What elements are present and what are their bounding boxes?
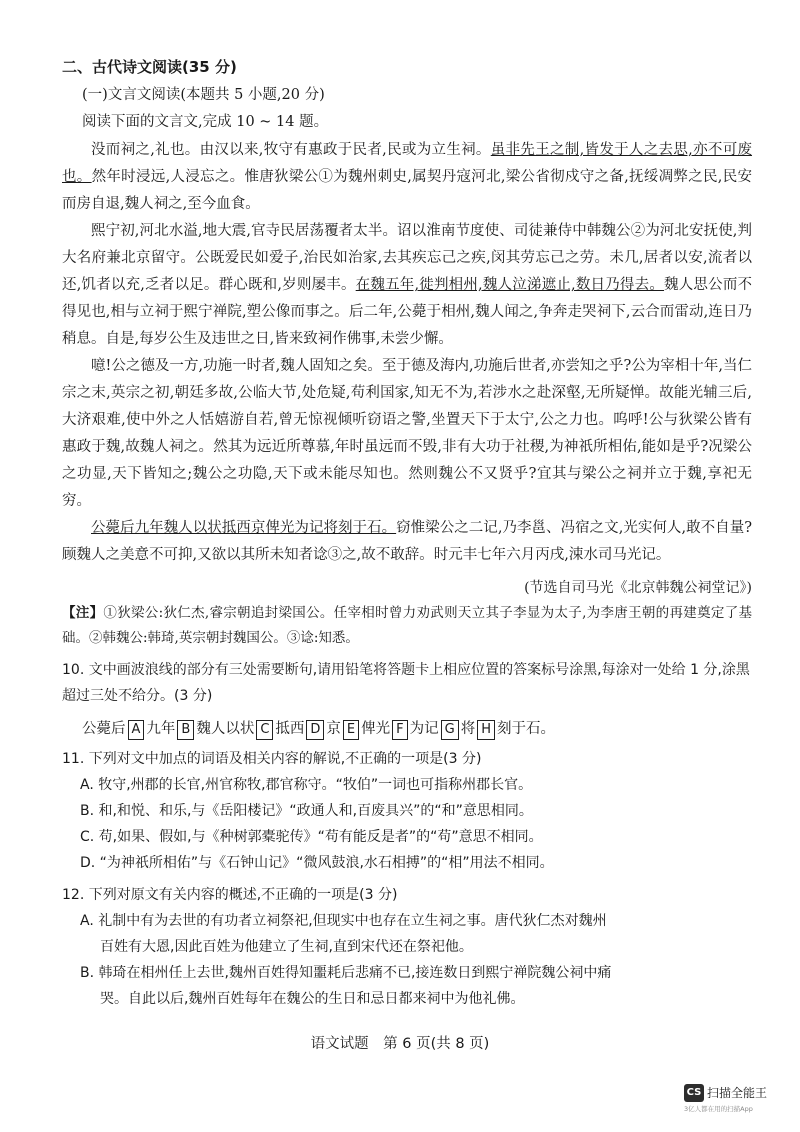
- passage-text: 魏人思公而不得见也,相与立祠于熙宁禅院,塑公像而事之。后二年,公薨于相州,魏人闻之,争奔走哭祠下,云合而雷动,连日乃稍息。自是,每岁公生及违世之日,皆来致祠作佛事,未尝少懈。: [62, 277, 753, 347]
- passage-text: 然年时浸远,人浸忘之。惟唐狄梁公①为魏州刺史,属契丹寇河北,梁公省彻戍守之备,抚绥凋弊之民,民安而房自退,魏人祠之,至今血食。: [62, 169, 752, 212]
- answer-box-g: G: [441, 720, 459, 740]
- segment-text: 京: [326, 721, 341, 737]
- option-d: D. “为神祇所相佑”与《石钟山记》“微风鼓浪,水石相搏”的“相”用法不相同。: [80, 855, 554, 871]
- answer-box-c: C: [256, 720, 273, 740]
- passage-paragraph-1: [62, 137, 752, 218]
- segment-text: 将: [460, 721, 476, 737]
- option-a: A. 礼制中有为去世的有功者立祠祭祀,但现实中也存在立生祠之事。唐代狄仁杰对魏州: [80, 913, 607, 929]
- question-10: 10. 文中画波浪线的部分有三处需要断句,请用铅笔将答题卡上相应位置的答案标号涂黑,每涂对一处给 1 分,涂黑超过三处不给分。(3 分): [62, 662, 750, 704]
- option-a-continued: 百姓有大恩,因此百姓为他建立了生祠,直到宋代还在祭祀他。: [100, 939, 473, 955]
- passage-source: (节选自司马光《北京韩魏公祠堂记》): [524, 580, 752, 596]
- answer-box-f: F: [392, 720, 407, 740]
- section-title: 二、古代诗文阅读(35 分): [62, 58, 237, 76]
- watermark-name: 扫描全能王: [707, 1086, 768, 1100]
- note-text: ①狄梁公:狄仁杰,睿宗朝追封梁国公。任宰相时曾力劝武则天立其子李显为太子,为李唐王朝的再建奠定了基础。②韩魏公:韩琦,英宗朝封魏国公。③谂:知悉。: [62, 605, 752, 646]
- annotation-note: [62, 601, 752, 651]
- passage-text: 窃惟梁公之二记,乃李邕、冯宿之文,光实何人,敢不自量?顾魏人之美意不可抑,又欲以其所未知者谂③之,故不敢辞。时元丰七年六月丙戌,涑水司马光记。: [62, 520, 752, 563]
- passage-paragraph-3: 噫!公之德及一方,功施一时者,魏人固知之矣。至于德及海内,功施后世者,亦尝知之乎?公为宰相十年,当仁宗之末,英宗之初,朝廷多故,公临大节,处危疑,苟利国家,知无不为,若涉水之赴深壑,无所疑惮。故能光辅三后,大济艰难,使中外之人恬嬉游自若,曾无惊视倾听窃语之警,坐置天下于太宁,公之力也。呜呼!公与狄梁公皆有惠政于魏,故魏人祠之。然其为远近所尊慕,年时虽远而不毁,非有大功于社稷,为神祇所相佑,能如是乎?况梁公之功显,天下皆知之;魏公之功隐,天下或未能尽知也。然则魏公不又贤乎?宜其与梁公之祠并立于魏,享祀无穷。: [62, 358, 752, 509]
- option-b: B. 和,和悦、和乐,与《岳阳楼记》“政通人和,百废具兴”的“和”意思相同。: [80, 803, 533, 819]
- camscanner-logo-icon: CS: [684, 1084, 704, 1102]
- segment-text: 九年: [146, 721, 176, 737]
- answer-box-d: D: [306, 720, 324, 740]
- question-11: 11. 下列对文中加点的词语及相关内容的解说,不正确的一项是(3 分): [62, 751, 482, 767]
- option-b: B. 韩琦在相州任上去世,魏州百姓得知噩耗后悲痛不已,接连数日到熙宁禅院魏公祠中痛: [80, 965, 612, 981]
- note-label: 【注】: [62, 605, 104, 621]
- option-b-continued: 哭。自此以后,魏州百姓每年在魏公的生日和忌日都来祠中为他礼佛。: [100, 991, 525, 1007]
- underlined-sentence: 在魏五年,徙判相州,魏人泣涕遮止,数日乃得去。: [355, 277, 665, 293]
- segmentation-row: [82, 717, 752, 740]
- question-12: 12. 下列对原文有关内容的概述,不正确的一项是(3 分): [62, 887, 398, 903]
- answer-box-a: A: [128, 720, 145, 740]
- exam-page: [62, 56, 752, 1012]
- passage-paragraph-4: [62, 515, 752, 569]
- segment-text: 为记: [409, 721, 439, 737]
- watermark-tagline: 3亿人都在用的扫描App: [684, 1104, 753, 1113]
- passage-paragraph-2: [62, 218, 752, 353]
- segment-text: 抵西: [275, 721, 305, 737]
- wavy-line-sentence: 公薨后九年魏人以状抵西京俾光为记将刻于石。: [91, 520, 397, 536]
- answer-box-h: H: [477, 720, 495, 740]
- option-c: C. 苟,如果、假如,与《种树郭橐驼传》“苟有能反是者”的“苟”意思不相同。: [80, 829, 543, 845]
- underlined-sentence: 虽非先王之制,皆发于人之去思,亦不可废也。: [62, 142, 753, 185]
- scanner-watermark: [684, 1082, 796, 1113]
- sub-title: (一)文言文阅读(本题共 5 小题,20 分): [82, 87, 325, 103]
- answer-box-e: E: [343, 720, 359, 740]
- segment-text: 公薨后: [82, 721, 126, 737]
- answer-box-b: B: [177, 720, 194, 740]
- segment-text: 刻于石。: [496, 721, 555, 737]
- segment-text: 魏人以状: [196, 721, 255, 737]
- reading-instruction: 阅读下面的文言文,完成 10 ~ 14 题。: [82, 114, 329, 130]
- segment-text: 俾光: [361, 721, 391, 737]
- passage-text: 没而祠之,礼也。由汉以来,牧守有惠政于民者,民或为立生祠。: [91, 142, 491, 158]
- passage-text: 熙宁初,河北水溢,地大震,官寺民居荡覆者太半。诏以淮南节度使、司徒兼侍中韩魏公②为河北安抚使,判大名府兼北京留守。公既爱民如爱子,治民如治家,去其疾忘己之疾,闵其劳忘己之劳。未几,居者以安,流者以还,饥者以充,乏者以足。群心既和,岁则屡丰。: [62, 223, 752, 293]
- page-footer: 语文试题 第 6 页(共 8 页): [310, 1036, 490, 1052]
- option-a: A. 牧守,州郡的长官,州官称牧,郡官称守。“牧伯”一词也可指称州郡长官。: [80, 777, 533, 793]
